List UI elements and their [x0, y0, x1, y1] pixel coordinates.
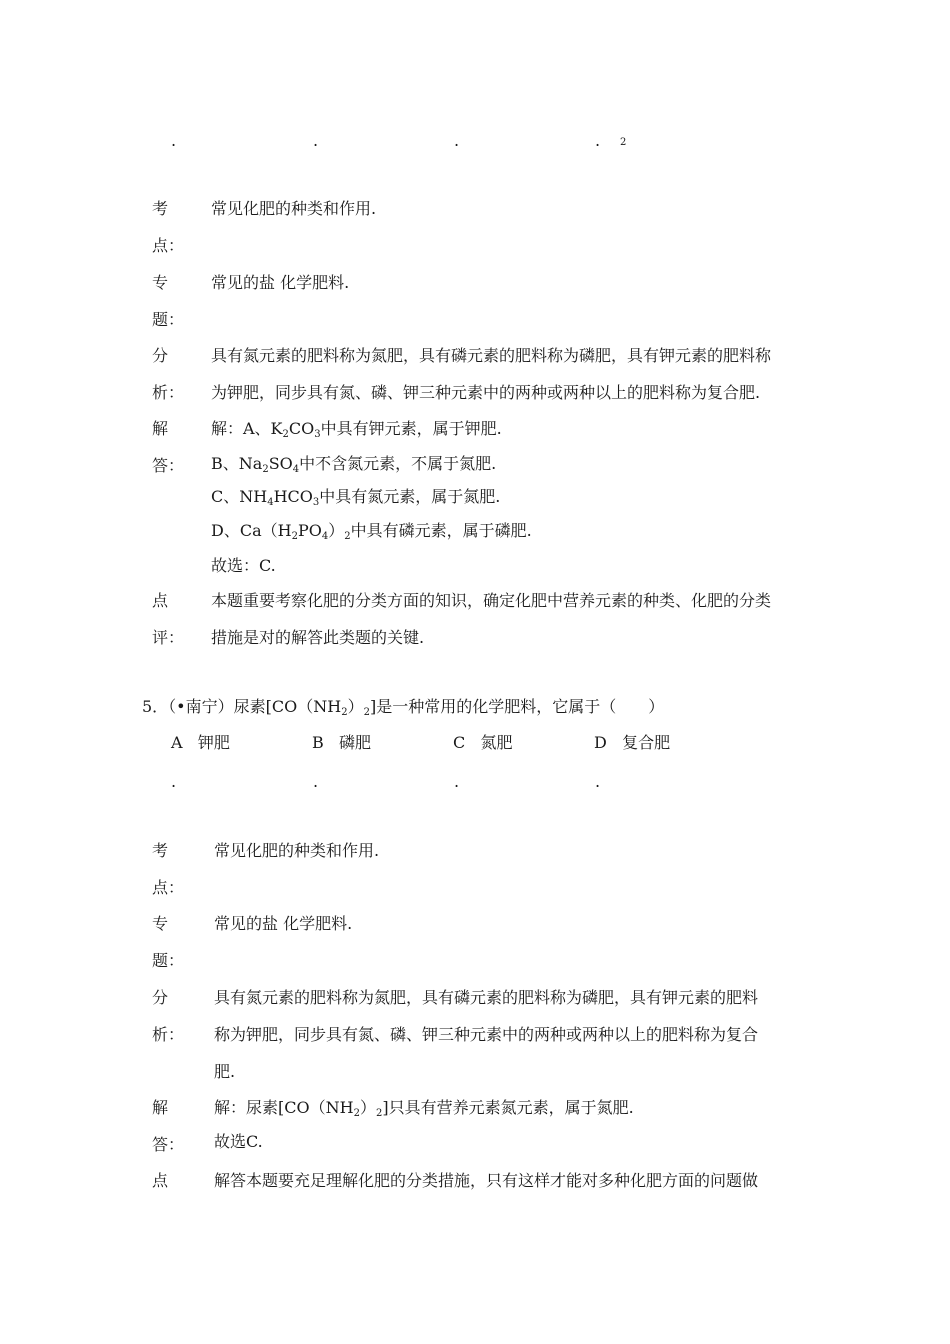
q5-fenxi-label-1: 分 [152, 988, 169, 1007]
option-b-dot: . [313, 131, 319, 150]
q5-dianping-line-1: 解答本题要充足理解化肥的分类措施，只有这样才能对多种化肥方面的问题做 [214, 1171, 759, 1190]
q5-fenxi-line-2: 称为钾肥，同步具有氮、磷、钾三种元素中的两种或两种以上的肥料称为复合 [214, 1025, 759, 1044]
q4-jieda-label-2: 答： [152, 456, 185, 475]
q4-fenxi-line-2: 为钾肥，同步具有氮、磷、钾三种元素中的两种或两种以上的肥料称为复合肥. [211, 383, 761, 402]
q5-jieda-label-2: 答： [152, 1135, 185, 1154]
q5-fenxi-label-2: 析： [152, 1025, 185, 1044]
q4-zhuanti-label-1: 专 [152, 273, 169, 292]
q5-option-a: A 钾肥 [171, 733, 230, 752]
q4-jieda-label-1: 解 [152, 419, 169, 438]
q4-dianping-line-2: 措施是对的解答此类题的关键. [211, 628, 425, 647]
q5-kaodian-text: 常见化肥的种类和作用. [214, 841, 380, 860]
q5-option-c-dot: . [454, 772, 460, 791]
q4-zhuanti-text: 常见的盐 化学肥料. [211, 273, 350, 292]
q5-option-b: B 磷肥 [312, 733, 372, 752]
q5-option-a-dot: . [171, 772, 177, 791]
q4-dianping-label-1: 点 [152, 591, 169, 610]
q4-kaodian-label-1: 考 [152, 199, 169, 218]
q4-kaodian-text: 常见化肥的种类和作用. [211, 199, 377, 218]
q5-answer: 故选C. [214, 1132, 263, 1151]
q5-solution: 解：尿素$[CO(NH_2)_2]$只具有营养元素氮元素，属于氮肥. [214, 1098, 634, 1119]
q4-fenxi-line-1: 具有氮元素的肥料称为氮肥，具有磷元素的肥料称为磷肥，具有钾元素的肥料称 [211, 346, 772, 365]
q5-option-b-dot: . [313, 772, 319, 791]
q5-option-d-dot: . [595, 772, 601, 791]
q4-dianping-line-1: 本题重要考察化肥的分类方面的知识，确定化肥中营养元素的种类、化肥的分类 [211, 591, 772, 610]
option-a-dot: . [171, 131, 177, 150]
q5-zhuanti-text: 常见的盐 化学肥料. [214, 914, 353, 933]
q5-zhuanti-label-1: 专 [152, 914, 169, 933]
q4-fenxi-label-1: 分 [152, 346, 169, 365]
option-d-subscript: 2 [620, 137, 627, 148]
q4-fenxi-label-2: 析： [152, 383, 185, 402]
q5-dianping-label-1: 点 [152, 1171, 169, 1190]
q4-dianping-label-2: 评： [152, 628, 185, 647]
q5-kaodian-label-1: 考 [152, 841, 169, 860]
q5-fenxi-line-3: 肥. [214, 1062, 236, 1081]
q4-solution-d: D、$Ca(H_2PO_4)_2$中具有磷元素，属于磷肥. [211, 521, 532, 542]
q5-option-c: C 氮肥 [453, 733, 513, 752]
q4-solution-c: C、$NH_4HCO_3$中具有氮元素，属于氮肥. [211, 487, 501, 508]
q5-zhuanti-label-2: 题： [152, 951, 185, 970]
q4-solution-b: B、$Na_2SO_4$中不含氮元素，不属于氮肥. [211, 454, 497, 475]
option-d-dot: . [595, 131, 601, 150]
q4-zhuanti-label-2: 题： [152, 310, 185, 329]
q5-kaodian-label-2: 点： [152, 878, 185, 897]
q5-stem: 5．（•南宁）尿素$[CO(NH_2)_2]$是一种常用的化学肥料，它属于（ ） [142, 697, 665, 718]
q4-solution-a: 解：A、$K_2CO_3$中具有钾元素，属于钾肥. [211, 419, 502, 440]
q4-kaodian-label-2: 点： [152, 236, 185, 255]
q5-fenxi-line-1: 具有氮元素的肥料称为氮肥，具有磷元素的肥料称为磷肥，具有钾元素的肥料 [214, 988, 759, 1007]
q5-jieda-label-1: 解 [152, 1098, 169, 1117]
q4-answer: 故选：C. [211, 556, 276, 575]
q5-option-d: D 复合肥 [594, 733, 671, 752]
option-c-dot: . [454, 131, 460, 150]
